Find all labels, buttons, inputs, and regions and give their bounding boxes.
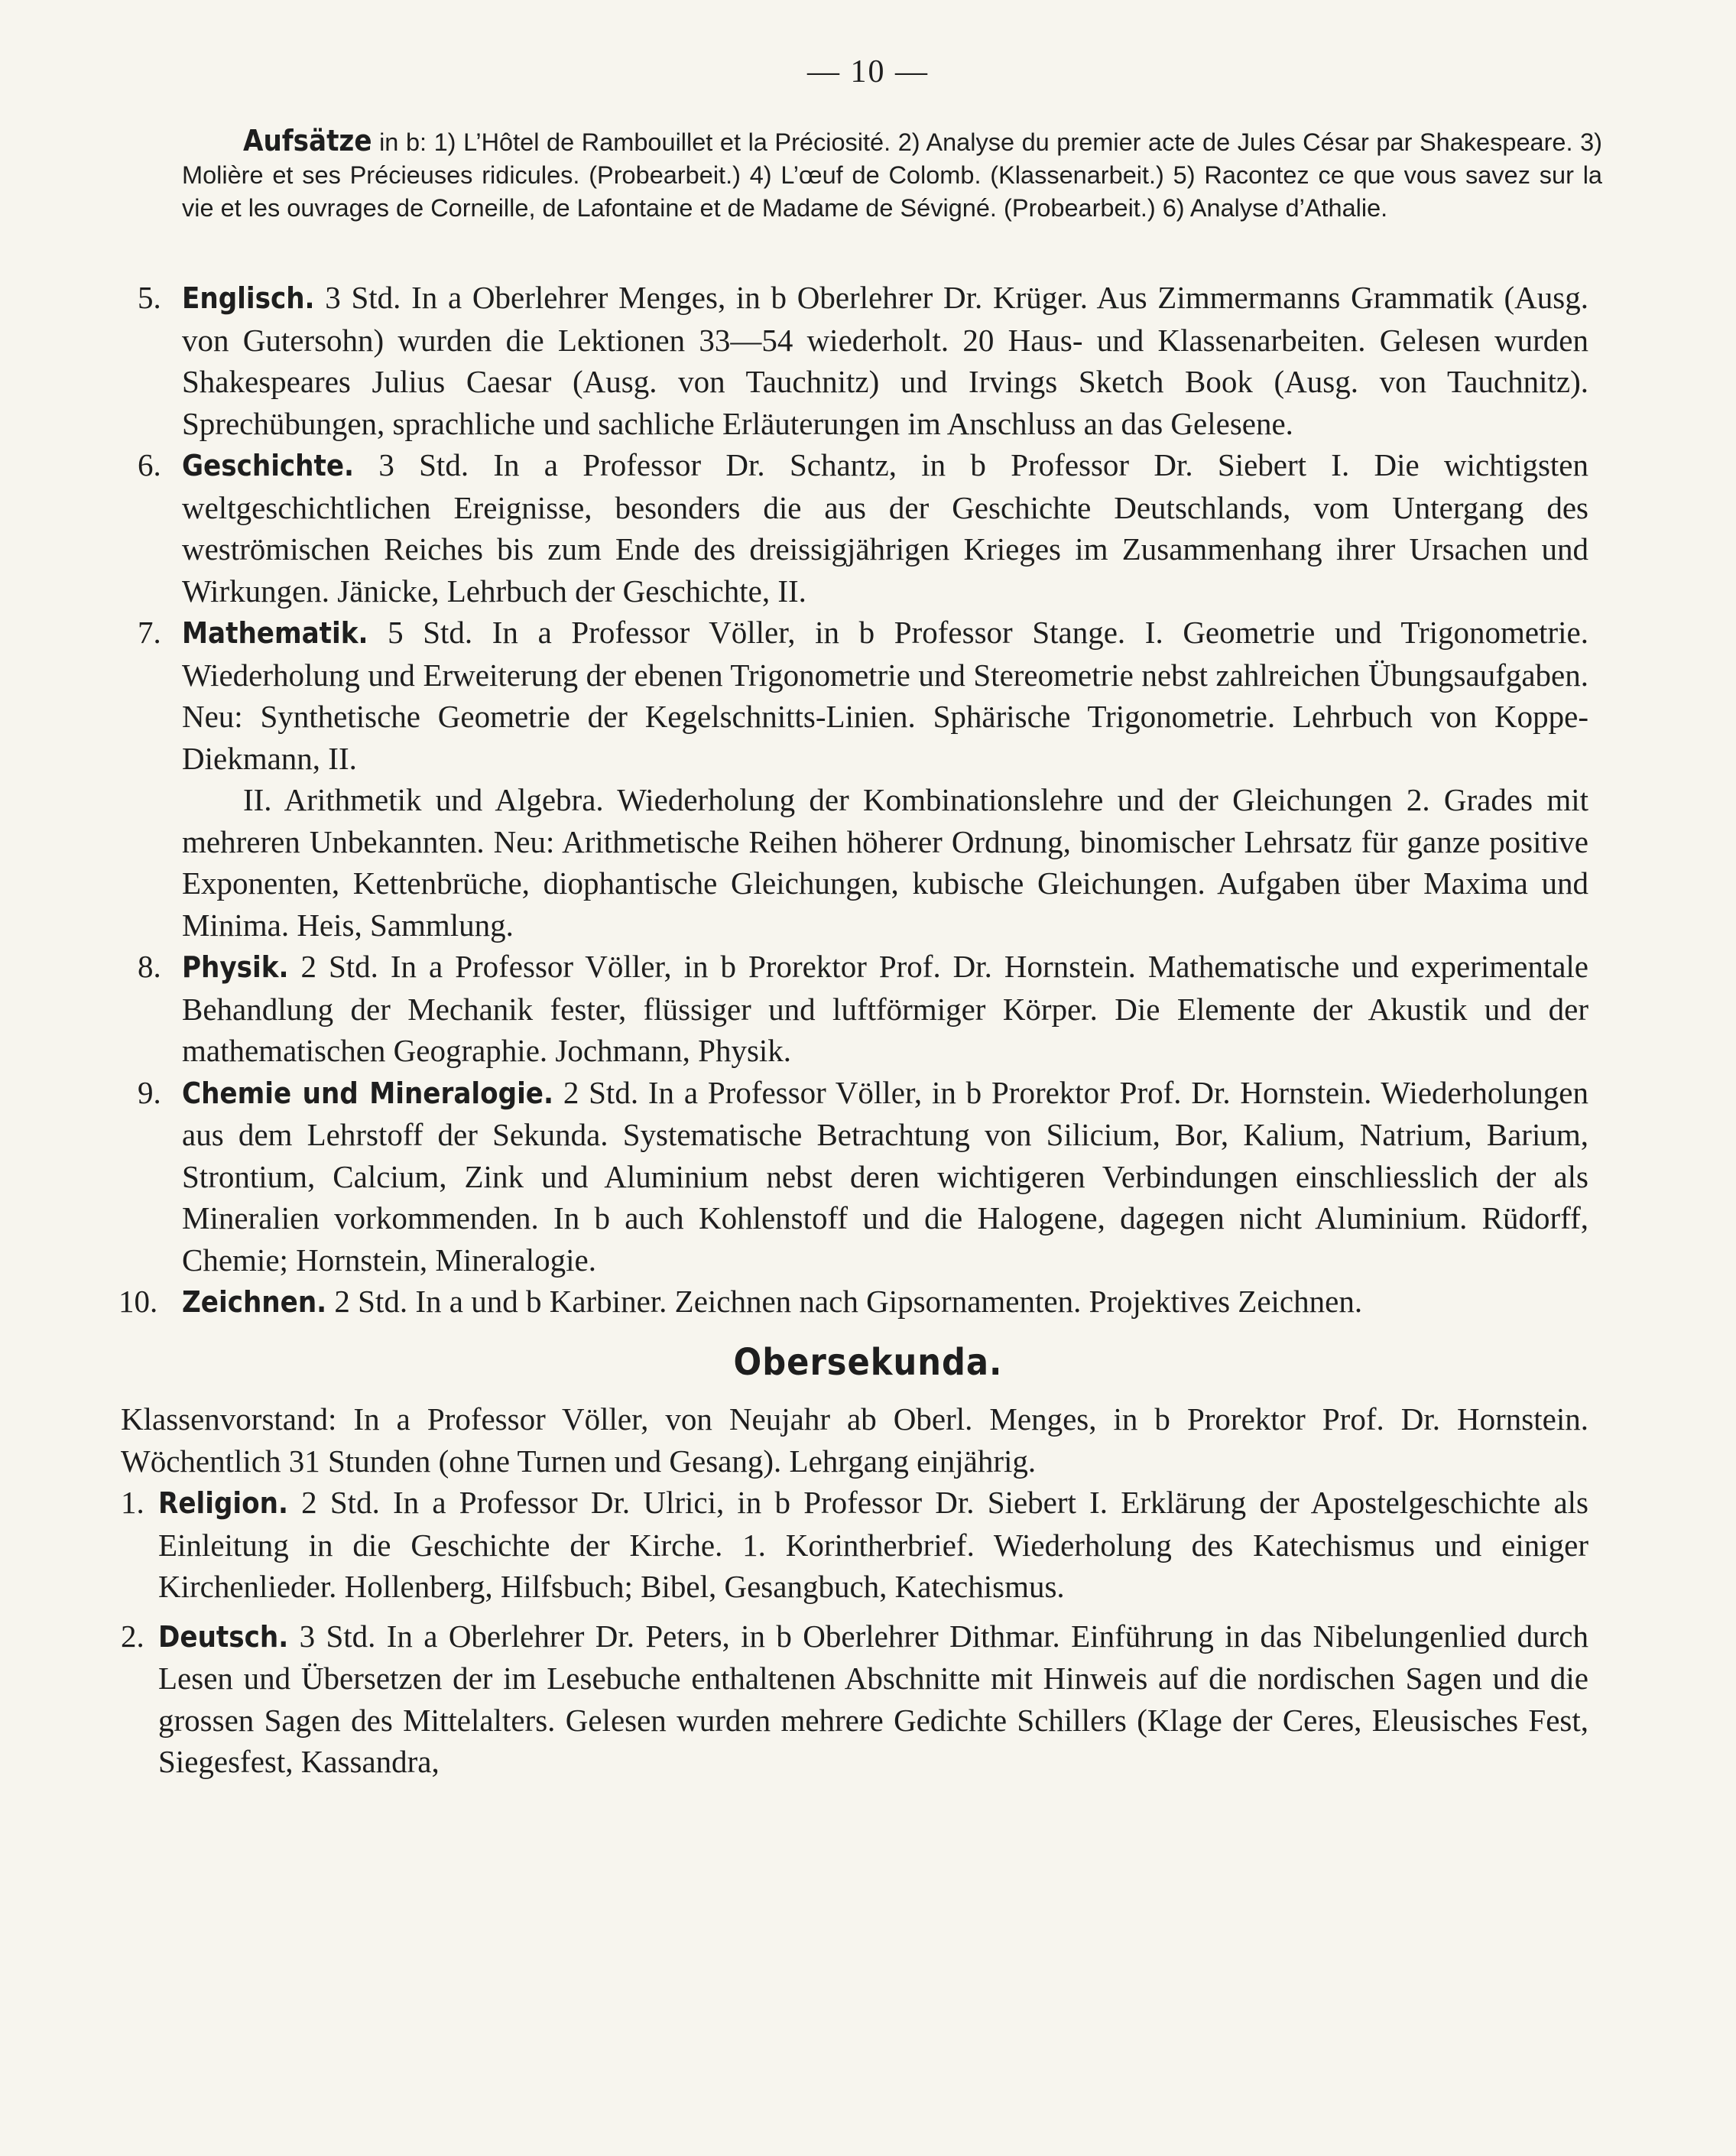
subject-heading: Religion.: [158, 1486, 288, 1520]
subject-heading: Mathematik.: [182, 616, 368, 650]
subject-text: 3 Std. In a Oberlehrer Menges, in b Oberlehrer Dr. Krüger. Aus Zimmermanns Grammatik (Ausg. von Gutersohn) wurden die Lektionen 33—54 wiederholt. 20 Haus- und Klassenarbeiten. Gelesen wurden Shakespeares Julius Caesar (Ausg. von Tauchnitz) und Irvings Sketch Book (Ausg. von Tauchnitz). Sprechübungen, sprachliche und sachliche Erläuterungen im Anschluss an das Gelesene.: [182, 280, 1588, 441]
aufsaetze-paragraph: [182, 125, 1602, 225]
subject-religion: [121, 1482, 1588, 1608]
subject-mathematik-part2: [182, 779, 1588, 946]
spacer: [0, 1608, 1736, 1615]
document-body: [0, 277, 1736, 1783]
subject-mathematik: [138, 612, 1588, 779]
aufsaetze-text: in b: 1) L’Hôtel de Rambouillet et la Préciosité. 2) Analyse du premier acte de Jules César par Shakespeare. 3) Molière et ses Précieuses ridicules. (Probearbeit.) 4) L’œuf de Colomb. (Klassenarbeit.) 5) Racontez ce que vous savez sur la vie et les ouvrages de Corneille, de Lafontaine et de Madame de Sévigné. (Probearbeit.) 6) Analyse d’Athalie.: [182, 128, 1602, 222]
section-heading-obersekunda: Obersekunda.: [733, 1340, 1003, 1384]
klassenvorstand-paragraph: Klassenvorstand: In a Professor Völler, von Neujahr ab Oberl. Menges, in b Prorektor Prof. Dr. Hornstein. Wöchentlich 31 Stunden (ohne Turnen und Gesang). Lehrgang einjährig.: [121, 1401, 1588, 1479]
subject-englisch: [138, 277, 1588, 444]
subject-text: 3 Std. In a Oberlehrer Dr. Peters, in b Oberlehrer Dithmar. Einführung in das Nibelungenlied durch Lesen und Übersetzen der im Lesebuche enthaltenen Abschnitte mit Hinweis auf die nordischen Sagen und die grossen Sagen des Mittelalters. Gelesen wurden mehrere Gedichte Schillers (Klage der Ceres, Eleusisches Fest, Siegesfest, Kassandra,: [158, 1618, 1588, 1779]
item-number: 2.: [121, 1618, 144, 1654]
page-number: — 10 —: [807, 54, 929, 89]
item-number: 7.: [138, 615, 161, 650]
subject-heading: Physik.: [182, 950, 289, 984]
subject-heading: Geschichte.: [182, 449, 355, 482]
subject-text: II. Arithmetik und Algebra. Wiederholung der Kombinationslehre und der Gleichungen 2. Grades mit mehreren Unbekannten. Neu: Arithmetische Reihen höherer Ordnung, binomischer Lehrsatz für ganze positive Exponenten, Kettenbrüche, diophantische Gleichungen, kubische Gleichungen. Aufgaben über Maxima und Minima. Heis, Sammlung.: [182, 782, 1588, 943]
subject-deutsch: [121, 1615, 1588, 1783]
item-number: 5.: [138, 280, 161, 315]
item-number: 9.: [138, 1074, 161, 1110]
item-number: 1.: [121, 1485, 144, 1520]
subject-text: 5 Std. In a Professor Völler, in b Professor Stange. I. Geometrie und Trigonometrie. Wiederholung und Erweiterung der ebenen Trigonometrie und Stereometrie nebst zahlreichen Übungsaufgaben. Neu: Synthetische Geometrie der Kegelschnitts-Linien. Sphärische Trigonometrie. Lehrbuch von Koppe-Diekmann, II.: [182, 615, 1588, 776]
aufsaetze-heading: Aufsätze: [243, 124, 372, 157]
subject-text: 2 Std. In a Professor Dr. Ulrici, in b Professor Dr. Siebert I. Erklärung der Apostelgeschichte als Einleitung in die Geschichte der Kirche. 1. Korintherbrief. Wiederholung des Katechismus und einiger Kirchenlieder. Hollenberg, Hilfsbuch; Bibel, Gesangbuch, Katechismus.: [158, 1485, 1588, 1604]
subject-physik: [138, 946, 1588, 1072]
item-number: 6.: [138, 447, 161, 482]
subject-heading: Deutsch.: [158, 1619, 289, 1654]
subject-heading: Chemie und Mineralogie.: [182, 1076, 553, 1110]
subject-chemie: [138, 1072, 1588, 1281]
subject-heading: Zeichnen.: [182, 1285, 327, 1319]
subject-text: 2 Std. In a Professor Völler, in b Prorektor Prof. Dr. Hornstein. Mathematische und experimentale Behandlung der Mechanik fester, flüssiger und luftförmiger Körper. Die Elemente der Akustik und der mathematischen Geographie. Jochmann, Physik.: [182, 949, 1588, 1068]
subject-zeichnen: [118, 1281, 1588, 1323]
subject-heading: Englisch.: [182, 281, 315, 315]
item-number: 10.: [118, 1284, 158, 1319]
subject-geschichte: [138, 444, 1588, 612]
item-number: 8.: [138, 949, 161, 984]
subject-text: 2 Std. In a Professor Völler, in b Prorektor Prof. Dr. Hornstein. Wiederholungen aus dem Lehrstoff der Sekunda. Systematische Betrachtung von Silicium, Bor, Kalium, Natrium, Barium, Strontium, Calcium, Zink und Aluminium nebst deren wichtigeren Verbindungen einschliesslich der als Mineralien vorkommenden. In b auch Kohlenstoff und die Halogene, dagegen nicht Aluminium. Rüdorff, Chemie; Hornstein, Mineralogie.: [182, 1074, 1588, 1278]
subject-text: 3 Std. In a Professor Dr. Schantz, in b Professor Dr. Siebert I. Die wichtigsten weltgeschichtlichen Ereignisse, besonders die aus der Geschichte Deutschlands, vom Untergang des weströmischen Reiches bis zum Ende des dreissigjährigen Krieges im Zusammenhang ihrer Ursachen und Wirkungen. Jänicke, Lehrbuch der Geschichte, II.: [182, 447, 1588, 609]
subject-text: 2 Std. In a und b Karbiner. Zeichnen nach Gipsornamenten. Projektives Zeichnen.: [326, 1284, 1363, 1319]
